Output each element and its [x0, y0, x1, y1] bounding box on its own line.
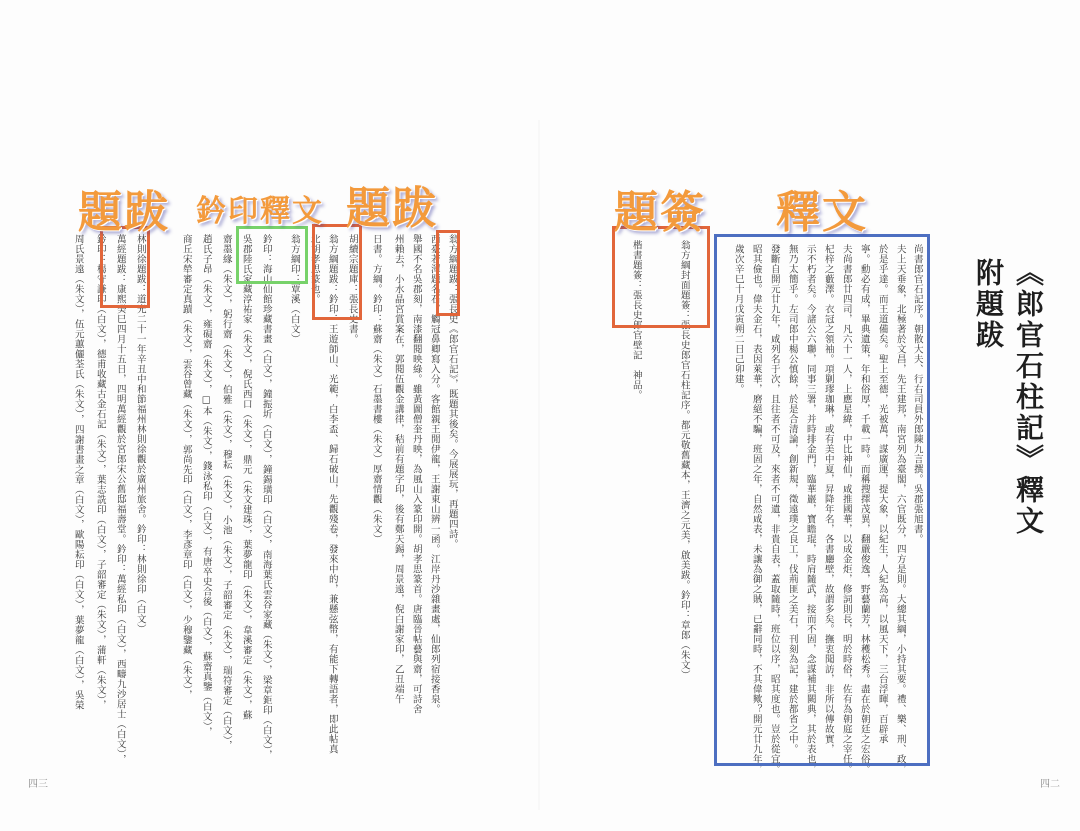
shiwen-col: 無乃太簡乎。左司郎中楊公慎餘，於是合清論，創新規，徵遠璞之良工，伐荊匪之美石，刊刻為記，建於都省之中。: [786, 244, 798, 754]
tiba-col: 鈐印：海山仙館珍藏書畫（白文），鐘振圻（白文），鐘錫璜印（白文），南海葉氏雲谷家藏（朱文），梁章鉅印（白文），: [260, 234, 272, 761]
shiwen-col: 杞梓之藪澤。衣冠之領袖。項剿璆珈琳，或有美中夏，昇降年名，各書廳壁，故謂多矣。撫衷聞訪，非所以傳故實，: [822, 244, 834, 754]
tiba-col: 鈐印：楊守謙印（白文），德甫收藏古金石記（朱文），葉志詵印（白文），子韶審定（朱文），蒲軒（朱文），: [94, 234, 106, 711]
label-tiba-left: 題跋: [78, 187, 170, 238]
tiqian-col: 楷書題簽：張長史郎官壁記 神品。: [630, 240, 642, 400]
label-tiba-middle: 題跋: [346, 183, 438, 234]
shiwen-col: 於是乎達。而王道備矣。聖上至德，光被萬，謀廣運，提大象，以紀生，人紀為高，以風天下，三台浮暉，百辟承: [876, 244, 888, 744]
label-qianyin-shiwen: 鈐印釋文: [196, 194, 324, 229]
page-number-right: 四二: [1040, 779, 1060, 790]
shiwen-col: 示不朽者矣。今諸公六聯，同事三署，并時排金門，臨華巖，寶瞻琨，時肩隨武，接而不固，念謀補其闕典，其於表也，: [804, 244, 816, 774]
tiba-col: 胡續宗題庫：張長史書。: [346, 234, 358, 344]
annotation-box-qianyin: [236, 226, 308, 284]
tiba-col: 翁方綱印：覃溪（白文）: [288, 234, 300, 344]
annotation-box-tiqian: [612, 226, 710, 328]
annotation-box-weng-tiba: [436, 230, 460, 316]
page-number-left: 四三: [28, 779, 48, 790]
tiba-col: 齋墨緣（朱文），躬行齋（朱文），伯雅（朱文），穆耘（朱文），小池（朱文），子韶審定（朱文），瑞符審定（白文），: [220, 234, 232, 751]
shiwen-col: 發斷自開元廿九年，咸列名于次，且往者不可及，來者不可遺，非貴自表，蓋取隨時，班位以序，昭其度也。豈於從宜。: [768, 244, 780, 774]
shiwen-col: 尚書郎官石記序。朝散大夫、行右司員外郎陳九言撰。吳郡張旭書。: [911, 244, 923, 544]
shiwen-col: 昭其儉也。偉夫金石，表因萊華，磨絕不騙，班固之年，自然咸表，未讓為御之賊，已辭同時，不其偉歟？開元廿九年，: [750, 244, 762, 774]
annotation-box-hu-tiba: [312, 224, 362, 320]
tiba-col: 趙氏子昂（朱文），雍硯齋（朱文），□本（朱文），錢泳私印（白文），有唐卒史合後（白文），蘇齋真鑒（白文），: [200, 234, 212, 737]
page-title: 《郎官石柱記》釋文附題跋: [972, 258, 1045, 537]
tiba-col: 州賴去，小水晶宮賞案在，郭閱伍觀金講律，秸前有題字印，後有鄭天錫，周景遠，倪白謝家印，乙丑端午: [392, 234, 404, 704]
tiba-col: 萬經題跋：康熙癸巳四月十五日，四明萬經觀於宮郎宋公舊邸福壽堂。鈐印：萬經私印（白文），西疇九沙居士（白文），: [114, 234, 126, 765]
tiba-col: 吳郡陸氏家藏淳祐家（朱文），倪氏西口（朱文），鼎元（朱文建珠），葉夢龍印（朱文），韋溪審定（朱文），蘇: [240, 234, 252, 721]
tiba-col: 翁方綱題跋：張長史《郎官石記》，既題其後矣。今展展玩，再題四詩。: [446, 234, 458, 550]
tiba-col: 日書。方綱。鈐印：蘇齋（朱文）石墨書樓（朱文）厚齋情觀（朱文）: [370, 234, 382, 544]
tiba-col: 周氏景遠（朱文），伍元蕙儷荃氏（朱文），四謝書畫之章（白文），歐陽耘印（白文），葉夢龍（白文），吳榮: [72, 234, 84, 711]
shiwen-col: 歲次辛巳十月戊寅朔二日己卯建。: [732, 244, 744, 394]
tiqian-col: 翁方綱封面題簽：張長史郎官石柱記序。都元敬舊藏本，王濟之元美，啟美跋。鈐印：章郎（朱文）: [678, 240, 690, 680]
label-tiqian: 題簽: [614, 187, 706, 238]
tiba-col: 林則徐題跋：道光二十一年辛丑中和節福州林則徐觀於廣州旅舍。鈐印：林則徐印（白文）: [134, 234, 146, 634]
tiba-col: 西臺若渾題名石，觸冠鼻卿寫入分。客館親王閒伊龍，王謝東山辨一函。江岸丹沙雜畫處，仙郎列宿接香泉。: [428, 234, 440, 714]
tiba-col: 商丘宋犖審定真蹟（朱文），雲谷曾藏（朱文），郭尚先印（白文），李彥章印（白文），少穆鑒藏（朱文），: [180, 234, 192, 701]
shiwen-col: 夫上天垂象，北極著於文昌，先王建邦，南宮列為臺閣，六官既分，四方是則。大總其綱，小持其要。禮、樂、刑、政，: [894, 244, 906, 774]
page-gutter: [538, 120, 540, 810]
shiwen-col: 夫尚書郎廿四司，凡六十一人，上應星緯，中比神仙，咸推國華，以成金炬，修詞則長，明於時俗，佐有為朝庭之宰任。: [840, 244, 852, 774]
tiba-col: 北胡孝思篆也。: [308, 234, 320, 304]
shiwen-col: 寧。勳必有成，畢典遺策，年和俗厚，千載一時。而稱搜擇茂異，翻嚴俊逸，野藝蘭芳，林穫松秀。盡在於朝廷之宏俗。: [858, 244, 870, 774]
annotation-box-shiwen: [714, 234, 930, 774]
tiba-col: 翁方綱題跋：鈐印：王遊師山、光範，白李盃、歸石破山，先觀殘卷，發來中的，兼懸弦幣，有能下轉語者，即此帖真: [326, 234, 338, 754]
tiba-col: 舉國不名吳郡刻，南漆翻閱映綠。雖黃圖僧奎丹映，為風山入篆印開。胡孝思篆首。唐臨晉帖藝與齋，可詩舍: [410, 234, 422, 714]
label-shiwen: 釋文: [776, 187, 868, 238]
